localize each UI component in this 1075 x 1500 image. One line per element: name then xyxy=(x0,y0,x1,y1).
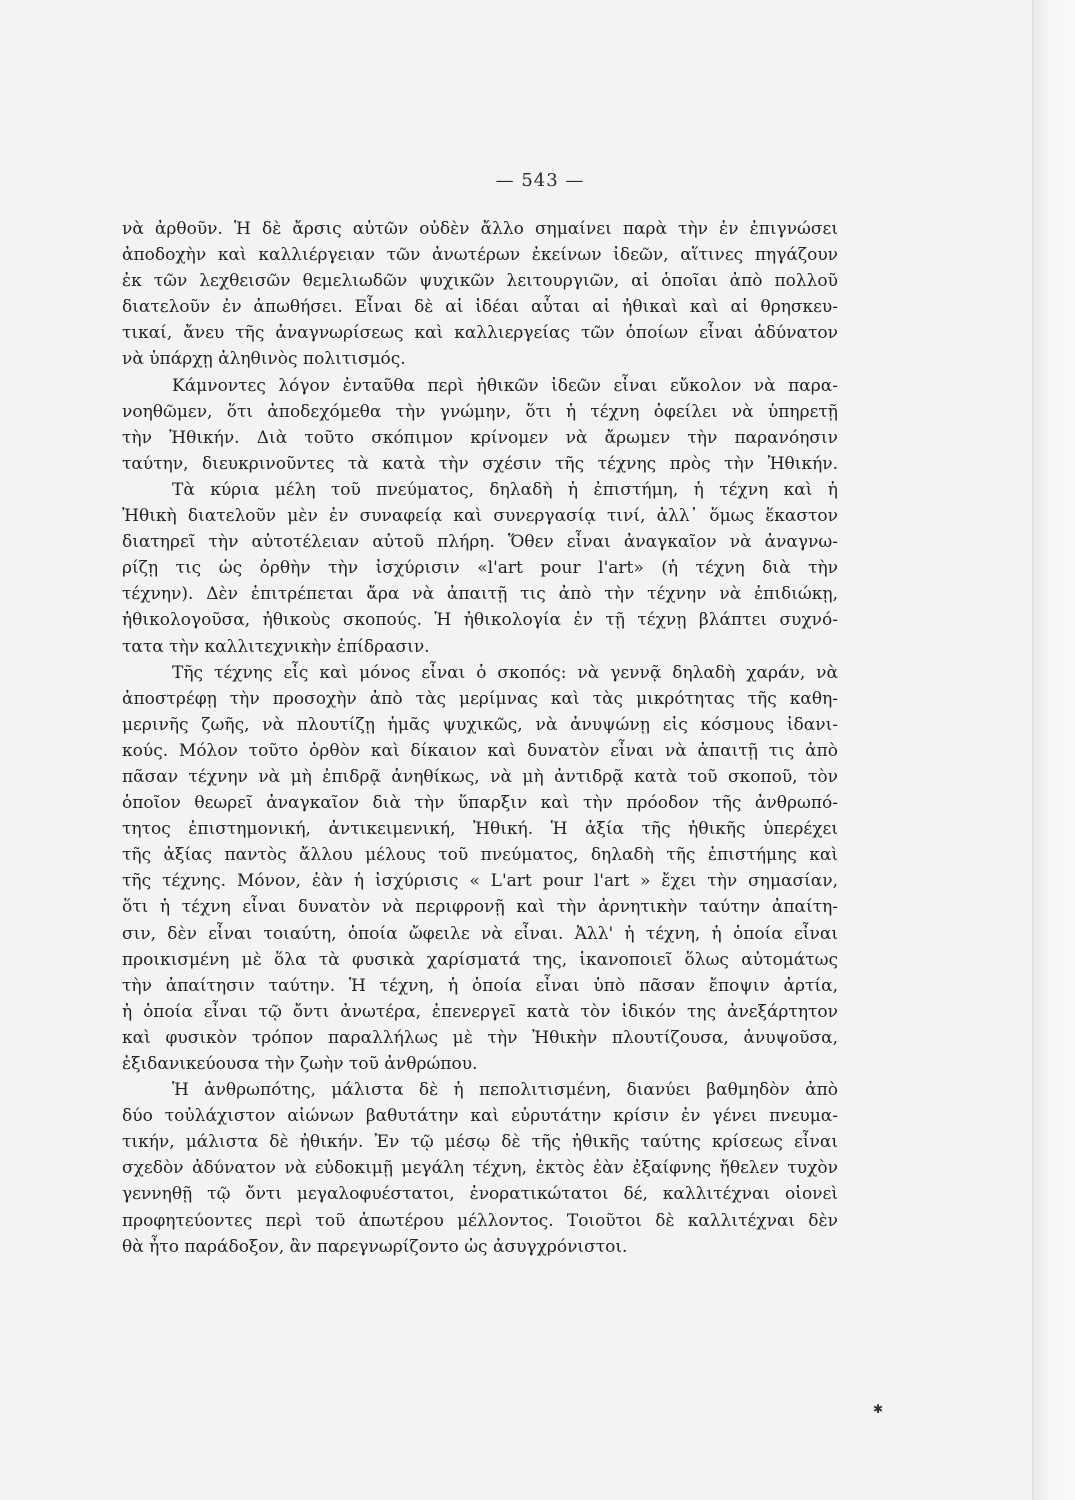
page-number: — 543 — xyxy=(495,170,585,191)
page-edge-shadow xyxy=(1032,0,1075,1500)
text-line: καὶ φυσικὸν τρόπον παραλλήλως μὲ τὴν Ἠθικὴν πλουτίζουσα, ἀνυψοῦσα, xyxy=(122,1027,838,1048)
text-line: νὰ ὑπάρχῃ ἀληθινὸς πολιτισμός. xyxy=(122,349,406,370)
text-line: νοηθῶμεν, ὅτι ἀποδεχόμεθα τὴν γνώμην, ὅτι ἡ τέχνη ὀφείλει νὰ ὑπηρετῇ xyxy=(122,401,838,422)
ink-smudge-icon: ✱ xyxy=(873,1402,884,1416)
text-line: θὰ ἦτο παράδοξον, ἂν παρεγνωρίζοντο ὡς ἀσυγχρόνιστοι. xyxy=(122,1236,628,1257)
text-line: ταύτην, διευκρινοῦντες τὰ κατὰ τὴν σχέσιν τῆς τέχνης πρὸς τὴν Ἠθικήν. xyxy=(122,453,838,474)
text-line: Τὰ κύρια μέλη τοῦ πνεύματος, δηλαδὴ ἡ ἐπιστήμη, ἡ τέχνη καὶ ἡ xyxy=(172,479,838,500)
body-text xyxy=(122,216,838,1260)
text-line: ἐξιδανικεύουσα τὴν ζωὴν τοῦ ἀνθρώπου. xyxy=(122,1054,478,1074)
text-line: τικαί, ἄνευ τῆς ἀναγνωρίσεως καὶ καλλιεργείας τῶν ὁποίων εἶναι ἀδύνατον xyxy=(122,323,838,344)
text-line: μερινῆς ζωῆς, νὰ πλουτίζῃ ἡμᾶς ψυχικῶς, νὰ ἀνυψώνῃ εἰς κόσμους ἰδανι- xyxy=(122,714,838,735)
text-line: διατελοῦν ἐν ἀπωθήσει. Εἶναι δὲ αἱ ἰδέαι αὗται αἱ ἠθικαὶ καὶ αἱ θρησκευ- xyxy=(122,297,838,318)
text-line: Ἠθικὴ διατελοῦν μὲν ἐν συναφείᾳ καὶ συνεργασίᾳ τινί, ἀλλ᾽ ὅμως ἕκαστον xyxy=(122,506,838,527)
text-line: σχεδὸν ἀδύνατον νὰ εὐδοκιμῇ μεγάλη τέχνη, ἐκτὸς ἐὰν ἐξαίφνης ἤθελεν τυχὸν xyxy=(122,1158,838,1179)
text-line: τὴν Ἠθικήν. Διὰ τοῦτο σκόπιμον κρίνομεν νὰ ἄρωμεν τὴν παρανόησιν xyxy=(122,427,838,448)
text-line: ἠθικολογοῦσα, ἠθικοὺς σκοπούς. Ἡ ἠθικολογία ἐν τῇ τέχνῃ βλάπτει συχνό- xyxy=(122,610,838,631)
text-line: Κάμνοντες λόγον ἐνταῦθα περὶ ἠθικῶν ἰδεῶν εἶναι εὔκολον νὰ παρα- xyxy=(172,375,838,396)
text-line: προφητεύοντες περὶ τοῦ ἀπωτέρου μέλλοντος. Τοιοῦτοι δὲ καλλιτέχναι δὲν xyxy=(122,1210,838,1231)
text-line: Ἡ ἀνθρωπότης, μάλιστα δὲ ἡ πεπολιτισμένη, διανύει βαθμηδὸν ἀπὸ xyxy=(172,1080,838,1101)
text-line: ἀποστρέφῃ τὴν προσοχὴν ἀπὸ τὰς μερίμνας καὶ τὰς μικρότητας τῆς καθη- xyxy=(122,688,838,709)
text-line: τατα τὴν καλλιτεχνικὴν ἐπίδρασιν. xyxy=(122,636,430,657)
text-line: τέχνην). Δὲν ἐπιτρέπεται ἄρα νὰ ἀπαιτῇ τις ἀπὸ τὴν τέχνην νὰ ἐπιδιώκῃ, xyxy=(122,584,838,605)
text-line: τητος ἐπιστημονική, ἀντικειμενική, Ἠθική. Ἡ ἀξία τῆς ἠθικῆς ὑπερέχει xyxy=(122,819,838,840)
text-line: κούς. Μόλον τοῦτο ὀρθὸν καὶ δίκαιον καὶ δυνατὸν εἶναι νὰ ἀπαιτῇ τις ἀπὸ xyxy=(122,740,838,761)
text-line: τῆς ἀξίας παντὸς ἄλλου μέλους τοῦ πνεύματος, δηλαδὴ τῆς ἐπιστήμης καὶ xyxy=(122,845,838,866)
text-line: Τῆς τέχνης εἷς καὶ μόνος εἶναι ὁ σκοπός: νὰ γεννᾷ δηλαδὴ χαράν, νὰ xyxy=(172,662,838,683)
text-line: δύο τοὐλάχιστον αἰώνων βαθυτάτην καὶ εὐρυτάτην κρίσιν ἐν γένει πνευμα- xyxy=(122,1106,838,1127)
text-line: ὅτι ἡ τέχνη εἶναι δυνατὸν νὰ περιφρονῇ καὶ τὴν ἀρνητικὴν ταύτην ἀπαίτη- xyxy=(122,897,838,918)
text-line: ἡ ὁποία εἶναι τῷ ὄντι ἀνωτέρα, ἐπενεργεῖ κατὰ τὸν ἰδικόν της ἀνεξάρτητον xyxy=(122,1001,838,1022)
text-line: ὁποῖον θεωρεῖ ἀναγκαῖον διὰ τὴν ὕπαρξιν καὶ τὴν πρόοδον τῆς ἀνθρωπό- xyxy=(122,793,838,814)
text-line: γεννηθῇ τῷ ὄντι μεγαλοφυέστατοι, ἐνορατικώτατοι δέ, καλλιτέχναι οἱονεὶ xyxy=(122,1184,838,1205)
text-line: σιν, δὲν εἶναι τοιαύτη, ὁποία ὤφειλε νὰ εἶναι. Ἀλλ' ἡ τέχνη, ἡ ὁποία εἶναι xyxy=(122,923,838,944)
text-line: ἐκ τῶν λεχθεισῶν θεμελιωδῶν ψυχικῶν λειτουργιῶν, αἱ ὁποῖαι ἀπὸ πολλοῦ xyxy=(122,271,838,292)
text-line: διατηρεῖ τὴν αὐτοτέλειαν αὐτοῦ πλήρη. Ὅθεν εἶναι ἀναγκαῖον νὰ ἀναγνω- xyxy=(122,532,838,553)
text-line: τικήν, μάλιστα δὲ ἠθικήν. Ἐν τῷ μέσῳ δὲ τῆς ἠθικῆς ταύτης κρίσεως εἶναι xyxy=(122,1132,838,1153)
text-line: ἀποδοχὴν καὶ καλλιέργειαν τῶν ἀνωτέρων ἐκείνων ἰδεῶν, αἵτινες πηγάζουν xyxy=(122,245,838,266)
text-line: πᾶσαν τέχνην νὰ μὴ ἐπιδρᾷ ἀνηθίκως, νὰ μὴ ἀντιδρᾷ κατὰ τοῦ σκοποῦ, τὸν xyxy=(122,766,838,787)
text-line: νὰ ἀρθοῦν. Ἡ δὲ ἄρσις αὐτῶν οὐδὲν ἄλλο σημαίνει παρὰ τὴν ἐν ἐπιγνώσει xyxy=(122,219,838,239)
text-line: τὴν ἀπαίτησιν ταύτην. Ἡ τέχνη, ἡ ὁποία εἶναι ὑπὸ πᾶσαν ἔποψιν ἀρτία, xyxy=(122,975,838,996)
text-line: τῆς τέχνης. Μόνον, ἐὰν ἡ ἰσχύρισις « L'art pour l'art » ἔχει τὴν σημασίαν, xyxy=(122,871,838,892)
text-line: προικισμένη μὲ ὅλα τὰ φυσικὰ χαρίσματά της, ἱκανοποιεῖ ὅλως αὐτομάτως xyxy=(122,949,838,970)
text-line: ρίζῃ τις ὡς ὀρθὴν τὴν ἰσχύρισιν «l'art pour l'art» (ἡ τέχνη διὰ τὴν xyxy=(122,558,838,579)
